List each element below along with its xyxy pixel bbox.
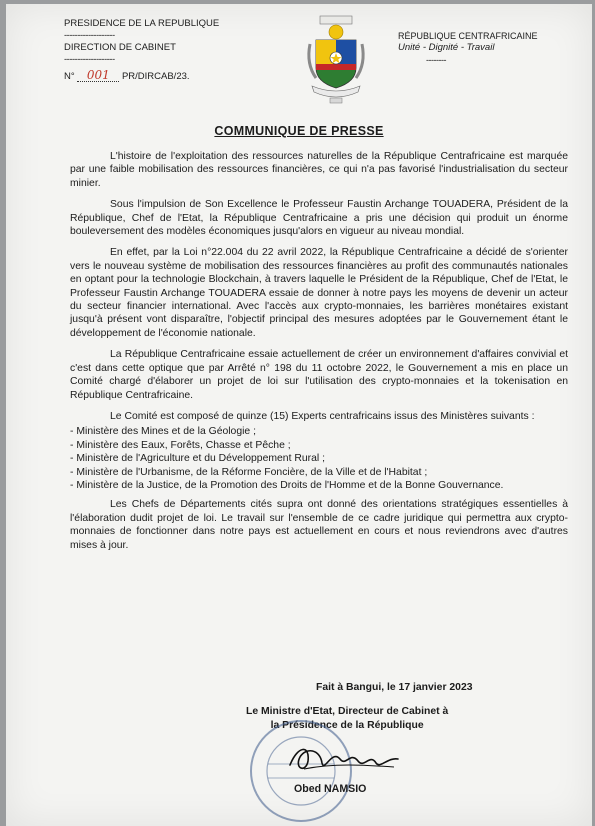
handwritten-signature-icon bbox=[284, 739, 404, 779]
list-item: - Ministère de l'Agriculture et du Développement Rural ; bbox=[70, 452, 568, 465]
issuer-presidency: PRESIDENCE DE LA REPUBLIQUE bbox=[64, 18, 220, 29]
document-page bbox=[6, 4, 592, 826]
reference-handwritten-number: 001 bbox=[77, 69, 119, 82]
issuer-direction: DIRECTION DE CABINET bbox=[64, 42, 176, 53]
document-title-text: COMMUNIQUE DE PRESSE bbox=[214, 124, 384, 138]
list-item: - Ministère des Eaux, Forêts, Chasse et Pêche ; bbox=[70, 439, 568, 452]
national-motto: Unité - Dignité - Travail bbox=[398, 42, 495, 53]
country-name: RÉPUBLIQUE CENTRAFRICAINE bbox=[398, 31, 538, 41]
coat-of-arms-icon bbox=[302, 14, 370, 106]
communique-body bbox=[70, 150, 568, 560]
date-line: Fait à Bangui, le 17 janvier 2023 bbox=[316, 682, 473, 693]
issuer-divider: ------------------- bbox=[64, 30, 115, 41]
signatory-title-line: Le Ministre d'Etat, Directeur de Cabinet à bbox=[246, 706, 449, 717]
paragraph: L'histoire de l'exploitation des ressources naturelles de la République Centrafricaine est marquée par une faible mobilisation des ressources financières, ce qui n'a pas favorisé l'industrialisation du secteur minier. bbox=[70, 151, 568, 189]
reference-suffix: PR/DIRCAB/23. bbox=[121, 71, 190, 82]
country-divider: -------- bbox=[426, 55, 446, 65]
country-block bbox=[398, 30, 538, 66]
document-title bbox=[6, 124, 592, 138]
signatory-title-line: la Présidence de la République bbox=[270, 719, 424, 731]
list-item: - Ministère de la Justice, de la Promotion des Droits de l'Homme et de la Bonne Gouvernance. bbox=[70, 479, 568, 492]
issuer-divider: ------------------- bbox=[64, 54, 115, 65]
list-item: - Ministère des Mines et de la Géologie ; bbox=[70, 425, 568, 438]
paragraph: Sous l'impulsion de Son Excellence le Professeur Faustin Archange TOUADERA, Président de la République, Chef de l'Etat, la République Centrafricaine a pris une décision qui produit un énorme bouleversement des modèles économiques jusqu'alors en vigueur au niveau mondial. bbox=[70, 199, 568, 238]
ministries-list bbox=[70, 425, 568, 492]
paragraph: La République Centrafricaine essaie actuellement de créer un environnement d'affaires convivial et c'est dans cette optique que par Arrêté n° 198 du 11 octobre 2022, le Gouvernement a mis en place un Comité chargé d'élaborer un projet de loi sur l'utilisation des crypto-monnaies et la tokenisation en République Centrafricaine. bbox=[70, 349, 568, 401]
reference-number bbox=[64, 69, 219, 83]
issuer-block bbox=[64, 18, 219, 83]
reference-prefix: N° bbox=[64, 71, 75, 82]
paragraph: En effet, par la Loi n°22.004 du 22 avril 2022, la République Centrafricaine a décidé de s'orienter vers le nouveau système de mobilisation des ressources financières au profit des communautés nationales en optant pour la technologie Blockchain, à travers laquelle le Président de la République, Chef de l'Etat, le Professeur Faustin Archange TOUADERA essaie de donner à notre pays les moyens de devenir un acteur du secteur financier international. Avec l'accès aux crypto-monnaies, les barrières monétaires existant jusqu'à présent vont disparaître, l'objectif principal des mesures adoptées par le Gouvernement étant le développement de l'économie nationale. bbox=[70, 247, 568, 339]
list-item: - Ministère de l'Urbanisme, de la Réforme Foncière, de la Ville et de l'Habitat ; bbox=[70, 466, 568, 479]
paragraph: Le Comité est composé de quinze (15) Experts centrafricains issus des Ministères suivants : bbox=[110, 410, 535, 422]
paragraph: Les Chefs de Départements cités supra ont donné des orientations stratégiques essentielles à l'élaboration dudit projet de loi. Le travail sur l'ensemble de ce cadre juridique qui permettra aux crypto-monnaies de fonctionner dans notre pays est actuellement en cours et nous reviendrons avec d'autres mises à jour. bbox=[70, 499, 568, 551]
signatory-name: Obed NAMSIO bbox=[294, 783, 367, 795]
